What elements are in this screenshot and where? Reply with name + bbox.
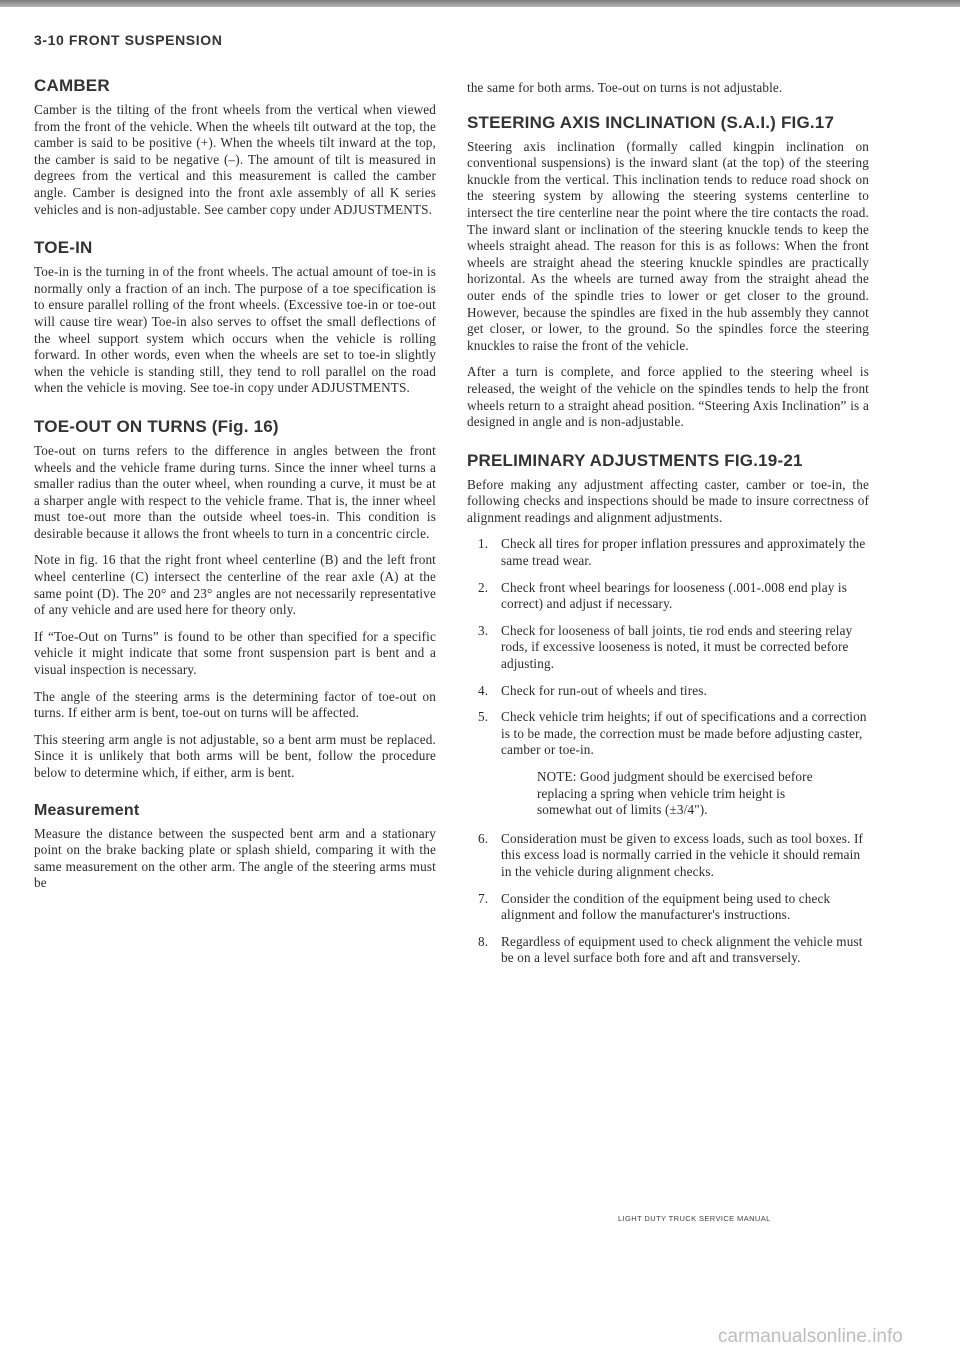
toe-out-paragraph: If “Toe-Out on Turns” is found to be other than specified for a specific vehicle it might indicate that some front suspension part is bent and a visual inspection is necessary. <box>34 628 436 678</box>
measurement-section <box>34 802 436 892</box>
list-item <box>467 536 869 569</box>
note: NOTE: Good judgment should be exercised before replacing a spring when vehicle trim height is somewhat out of limits (±3/4"). <box>537 769 813 818</box>
measurement-paragraph: Measure the distance between the suspected bent arm and a stationary point on the brake backing plate or splash shield, comparing it with the same measurement on the other arm. The angle of the steering arms must be <box>34 825 436 891</box>
item-number: 4. <box>478 682 489 698</box>
item-text: Regardless of equipment used to check alignment the vehicle must be on a level surface both fore and aft and transversely. <box>501 933 863 966</box>
sai-section <box>467 113 869 431</box>
toe-out-paragraph: This steering arm angle is not adjustable, so a bent arm must be replaced. Since it is unlikely that both arms will be bent, follow the procedure below to determine which, if either, arm is bent. <box>34 731 436 780</box>
item-text: Check for looseness of ball joints, tie rod ends and steering relay rods, if excessive looseness is noted, it must be corrected before adjusting. <box>501 622 853 672</box>
item-number: 2. <box>478 579 489 595</box>
item-number: 1. <box>478 536 489 552</box>
camber-section <box>34 76 436 218</box>
camber-heading: CAMBER <box>34 76 110 95</box>
camber-paragraph: Camber is the tilting of the front wheels from the vertical when viewed from the front of the vehicle. When the wheels tilt outward at the top, the camber is said to be positive (+). When the wheels tilt inward at the top, the camber is said to be negative (–). The amount of tilt is measured in degrees from the vertical and this measurement is called the camber angle. Camber is designed into the front axle assembly of all K series vehicles and is non-adjustable. See camber copy under ADJUSTMENTS. <box>34 102 436 217</box>
sai-paragraph: After a turn is complete, and force applied to the steering wheel is released, the weight of the vehicle on the spindles tends to help the front wheels return to a straight ahead position. “Steering Axis Inclination” is a designed in angle and is non-adjustable. <box>467 364 869 430</box>
toe-in-section <box>34 238 436 397</box>
list-item <box>467 683 869 700</box>
page-footer: LIGHT DUTY TRUCK SERVICE MANUAL <box>618 1214 771 1223</box>
item-text: Check for run-out of wheels and tires. <box>501 682 708 698</box>
item-number: 8. <box>478 933 489 949</box>
toe-in-heading: TOE-IN <box>34 238 93 258</box>
item-number: 3. <box>478 622 489 638</box>
checklist <box>467 536 869 759</box>
list-item <box>467 709 869 759</box>
list-item <box>467 891 869 924</box>
toe-out-paragraph: Note in fig. 16 that the right front wheel centerline (B) and the left front wheel centerline (C) intersect the centerline of the rear axle (A) at the same point (D). The 20° and 23° angles are not necessarily representative of any vehicle and are used here for theory only. <box>34 552 436 618</box>
item-number: 6. <box>478 830 489 846</box>
item-text: Check all tires for proper inflation pressures and approximately the same tread wear. <box>501 536 866 569</box>
continued-section <box>467 80 869 97</box>
toe-out-heading: TOE-OUT ON TURNS (Fig. 16) <box>34 416 279 436</box>
sai-paragraph: Steering axis inclination (formally called kingpin inclination on conventional suspensions) is the inward slant (at the top) of the steering knuckle from the vertical. This inclination tends to reduce road shock on the steering system by allowing the steering systems centerline to intersect the tire centerline near the point where the tire contacts the road. The inward slant or inclination of the steering knuckle tends to keep the wheels straight ahead. The reason for this is as follows: When the front wheels are straight ahead the steering knuckle spindles are practically horizontal. As the wheels are turned away from the straight ahead the outer ends of the spindle tries to lower or get closer to the ground. However, because the spindles are fixed in the hub assembly they cannot get closer, or lower, to the ground. So the spindles force the steering knuckles to raise the front of the vehicle. <box>467 138 869 353</box>
toe-in-paragraph: Toe-in is the turning in of the front wheels. The actual amount of toe-in is normally only a fraction of an inch. The purpose of a toe specification is to ensure parallel rolling of the front wheels. (Excessive toe-in or toe-out will cause tire wear) Toe-in also serves to offset the small deflections of the wheel support system which occurs when the vehicle is rolling forward. In other words, even when the wheels are set to toe-in slightly when the vehicle is standing still, they tend to roll parallel on the road when the vehicle is moving. See toe-in copy under ADJUSTMENTS. <box>34 264 436 396</box>
item-number: 5. <box>478 709 489 725</box>
list-item <box>467 831 869 881</box>
toe-out-paragraph: Toe-out on turns refers to the difference in angles between the front wheels and the vehicle frame during turns. Since the inner wheel turns a smaller radius than the outer wheel, when rounding a curve, it must be at a sharper angle with respect to the vehicle frame. That is, the inner wheel must toe-out more than the outside wheel toes-in. This condition is desirable because it allows the front wheels to turn in a concentric circle. <box>34 442 436 541</box>
toe-out-paragraph: The angle of the steering arms is the determining factor of toe-out on turns. If either arm is bent, toe-out on turns will be affected. <box>34 688 436 721</box>
item-text: Check front wheel bearings for looseness (.001-.008 end play is correct) and adjust if necessary. <box>501 579 848 612</box>
item-text: Consideration must be given to excess loads, such as tool boxes. If this excess load is normally carried in the vehicle it should remain in the vehicle during alignment checks. <box>501 830 864 879</box>
watermark: carmanualsonline.info <box>718 1326 903 1347</box>
toe-out-section <box>34 417 436 782</box>
list-item <box>467 580 869 613</box>
list-item <box>467 934 869 967</box>
measurement-heading: Measurement <box>34 801 140 819</box>
top-rule <box>0 0 960 7</box>
preliminary-paragraph: Before making any adjustment affecting caster, camber or toe-in, the following checks and inspections should be made to insure correctness of alignment readings and alignment adjustments. <box>467 476 869 525</box>
list-item <box>467 623 869 673</box>
page-header: 3-10 FRONT SUSPENSION <box>34 32 223 48</box>
left-column <box>34 76 436 912</box>
right-column <box>467 80 869 987</box>
item-text: Consider the condition of the equipment being used to check alignment and follow the manufacturer's instructions. <box>501 890 831 923</box>
continued-paragraph: the same for both arms. Toe-out on turns is not adjustable. <box>467 80 783 95</box>
preliminary-heading: PRELIMINARY ADJUSTMENTS FIG.19-21 <box>467 450 803 470</box>
checklist-continued <box>467 831 869 967</box>
item-text: Check vehicle trim heights; if out of specifications and a correction is to be made, the correction must be made before adjusting caster, camber or toe-in. <box>501 709 867 758</box>
item-number: 7. <box>478 890 489 906</box>
sai-heading: STEERING AXIS INCLINATION (S.A.I.) FIG.17 <box>467 112 835 132</box>
preliminary-section <box>467 451 869 967</box>
